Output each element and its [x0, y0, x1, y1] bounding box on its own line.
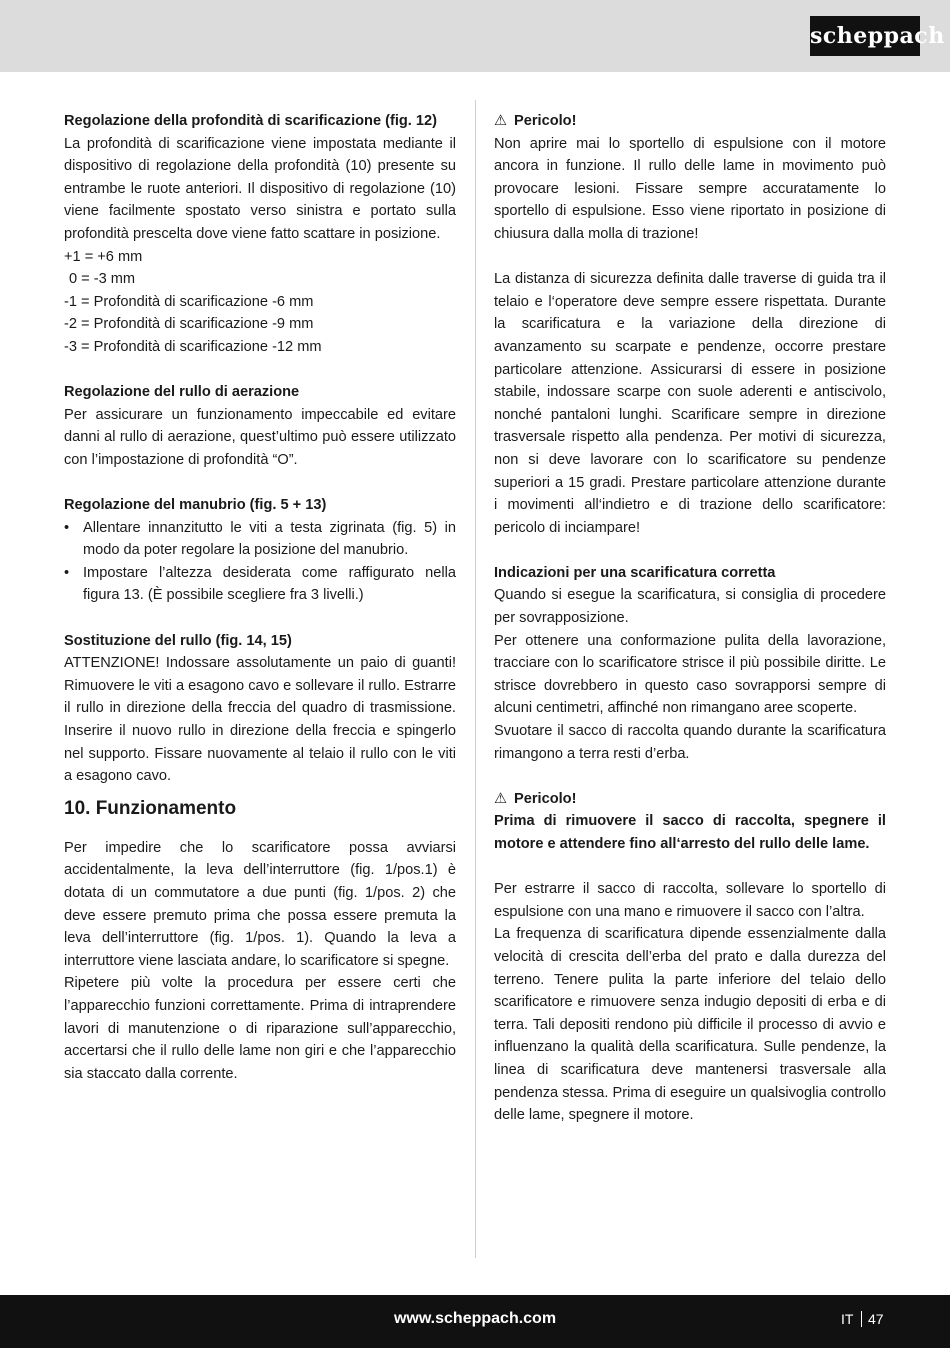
depth-adjustment-text: La profondità di scarificazione viene impostata mediante il dispositivo di regolazione della profondità (10) presente su entrambe le ruote anteriori. Il dispositivo di regolazione (10) viene facilmente spostato verso sinistra e portato sulla profondità prescelta dove viene fatto scattare in posizione.	[64, 135, 456, 242]
footer-language: IT	[841, 1311, 854, 1327]
warning-text: Prima di rimuovere il sacco di raccolta, spegnere il motore e attendere fino all‘arresto del rullo delle lame.	[494, 813, 886, 852]
heading-depth-adjustment: Regolazione della profondità di scarificazione (fig. 12)	[64, 113, 438, 129]
left-column	[64, 110, 456, 1085]
depth-settings-list	[64, 246, 456, 359]
depth-setting-item: -2 = Profondità di scarificazione -9 mm	[64, 316, 314, 333]
depth-setting-item: -3 = Profondità di scarificazione -12 mm	[64, 338, 322, 355]
scarifying-tip-text: Per ottenere una conformazione pulita della lavorazione, tracciare con lo scarificatore strisce il più possibile diritte. Le strisce dovrebbero in questo caso sovrapporsi sempre di alcuni centimetri, affinché non rimangano aree scoperte.	[494, 632, 886, 717]
brand-logo: scheppach	[810, 16, 920, 56]
footer-website-link[interactable]: www.scheppach.com	[393, 1310, 557, 1327]
aeration-roller-text: Per assicurare un funzionamento impeccabile ed evitare danni al rullo di aerazione, quest’ultimo può essere utilizzato con l’impostazione di profondità “O”.	[64, 406, 456, 468]
scarifying-tip-text: Svuotare il sacco di raccolta quando durante la scarificatura rimangono a terra resti d’erba.	[494, 723, 886, 762]
depth-setting-item: 0 = -3 mm	[69, 271, 136, 288]
header-band	[0, 0, 950, 72]
list-item: • Impostare l’altezza desiderata come raffigurato nella figura 13. (È possibile scegliere fra 3 livelli.)	[64, 564, 456, 604]
warning-icon: ⚠	[494, 790, 508, 807]
scarifying-tip-text: Quando si esegue la scarificatura, si consiglia di procedere per sovrapposizione.	[494, 587, 886, 627]
heading-roller-replacement: Sostituzione del rullo (fig. 14, 15)	[64, 632, 292, 649]
list-item: • Allentare innanzitutto le viti a testa zigrinata (fig. 5) in modo da poter regolare la posizione del manubrio.	[64, 519, 456, 559]
column-divider	[475, 100, 476, 1258]
handlebar-steps-list	[64, 517, 456, 607]
operation-text: Ripetere più volte la procedura per essere certi che l’apparecchio funzioni correttamente. Prima di intraprendere lavori di manutenzione o di riparazione sull’apparecchio, accertarsi che il rullo delle lame non giri e che l’apparecchio sia staccato dalla corrente.	[64, 975, 456, 1082]
footer-bar	[0, 1295, 950, 1348]
safety-text: La distanza di sicurezza definita dalle traverse di guida tra il telaio e l‘operatore deve sempre essere rispettata. Durante la scarificatura e la variazione della direzione di avanzamento su scarpate e pendenze, occorre prestare particolare attenzione. Assicurarsi di essere in posizione stabile, indossare scarpe con suole aderenti e antiscivolo, nonché pantaloni lunghi. Scarificare sempre in direzione trasversale rispetto alla pendenza. Per motivi di sicurezza, non si deve lavorare con lo scarificatore su pendenze superiori a 15 gradi. Prestare particolare attenzione durante i movimenti all‘indietro e di trazione dello scarificatore: pericolo di inciampare!	[494, 271, 886, 536]
section-title-operation: 10. Funzionamento	[64, 797, 237, 819]
depth-setting-item: +1 = +6 mm	[64, 248, 143, 265]
heading-correct-scarifying: Indicazioni per una scarificatura corretta	[494, 564, 776, 581]
heading-handlebar-adjustment: Regolazione del manubrio (fig. 5 + 13)	[64, 497, 327, 514]
footer-separator	[861, 1311, 862, 1327]
depth-setting-item: -1 = Profondità di scarificazione -6 mm	[64, 293, 314, 310]
warning-heading: ⚠ Pericolo!	[494, 110, 886, 133]
page-number: 47	[868, 1311, 884, 1327]
warning-text: Non aprire mai lo sportello di espulsione con il motore ancora in funzione. Il rullo delle lame in movimento può provocare lesioni. Fissare sempre accuratamente lo sportello di espulsione. Esso viene riportato in posizione di chiusura dalla molla di trazione!	[494, 135, 886, 242]
operation-text: Per impedire che lo scarificatore possa avviarsi accidentalmente, la leva dell’interruttore (fig. 1/pos.1) è dotata di un commutatore a due punti (fig. 1/pos. 2) che deve essere premuto prima che possa essere premuta la leva dell’interruttore (fig. 1/pos. 1). Quando la leva a interruttore viene lasciata andare, lo scarificatore si spegne.	[64, 839, 456, 969]
roller-replacement-text: ATTENZIONE! Indossare assolutamente un paio di guanti! Rimuovere le viti a esagono cavo e sollevare il rullo. Estrarre il rullo in direzione della freccia del quadro di trasmissione. Inserire il nuovo rullo in direzione della freccia e spingerlo nel supporto. Fissare nuovamente al telaio il rullo con le viti a esagono cavo.	[64, 655, 456, 785]
collection-bag-text: Per estrarre il sacco di raccolta, sollevare lo sportello di espulsione con una mano e rimuovere il sacco con l’altra.	[494, 881, 886, 920]
warning-heading: ⚠ Pericolo!	[494, 788, 886, 811]
maintenance-text: La frequenza di scarificatura dipende essenzialmente dalla velocità di crescita dell’erba del prato e dalla durezza del terreno. Tenere pulita la parte inferiore del telaio dello scarificatore e rimuovere senza indugio depositi di erba e di terra. Tali depositi rendono più difficile il processo di avvio e influenzano la qualità della scarificatura. Sulle pendenze, la linea di scarificatura deve mantenersi trasversale alla pendenza stessa. Prima di eseguire un qualsivoglia controllo delle lame, spegnere il motore.	[494, 926, 886, 1124]
heading-aeration-roller: Regolazione del rullo di aerazione	[64, 384, 300, 401]
warning-icon: ⚠	[494, 113, 508, 129]
right-column	[494, 110, 886, 1127]
